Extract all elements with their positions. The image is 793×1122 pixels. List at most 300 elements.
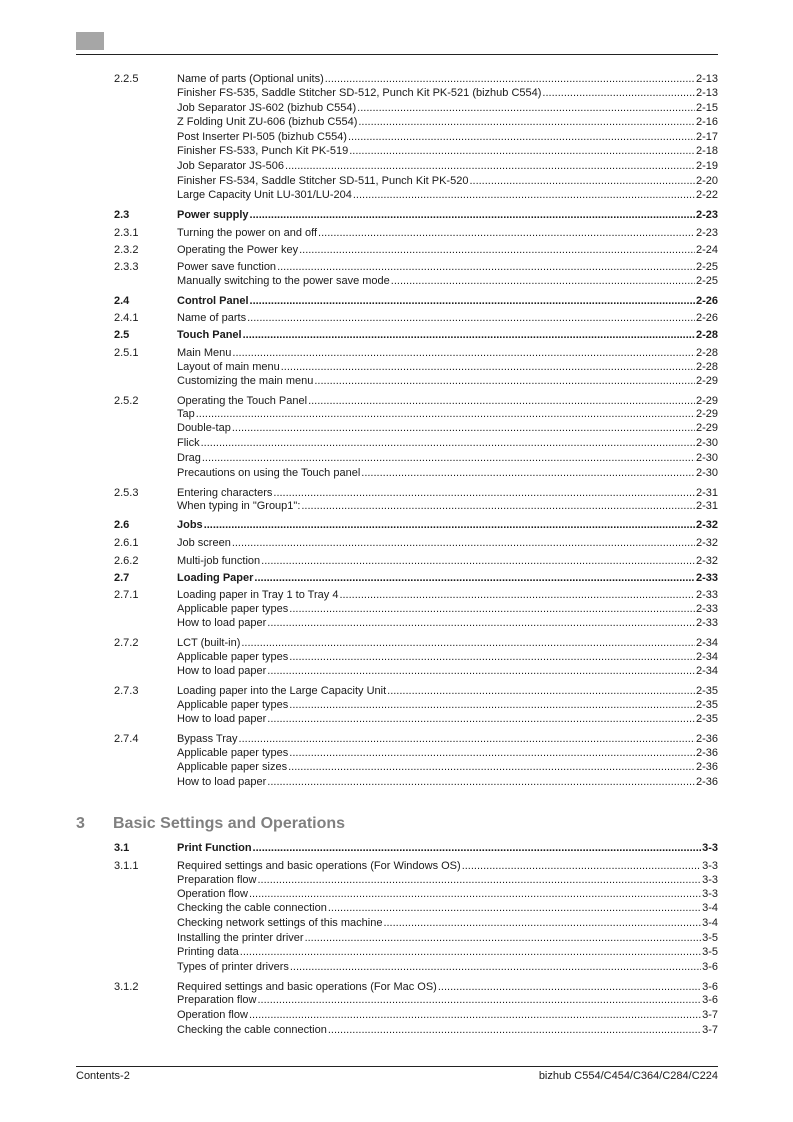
toc-entry-line xyxy=(177,394,718,408)
toc-entry-page: 2-29 xyxy=(695,422,718,434)
toc-entry-line xyxy=(177,931,718,945)
toc-dot-leader xyxy=(289,746,695,760)
toc-entry[interactable] xyxy=(0,101,793,115)
toc-dot-leader xyxy=(232,421,695,435)
toc-entry[interactable] xyxy=(0,760,793,774)
toc-entry-line xyxy=(177,274,718,288)
toc-entry-line xyxy=(177,698,718,712)
toc-entry-line xyxy=(177,916,718,930)
toc-entry-number: 2.7 xyxy=(114,572,130,584)
toc-entry-page: 2-36 xyxy=(695,747,718,759)
toc-entry[interactable] xyxy=(0,536,793,550)
toc-entry-line xyxy=(177,859,718,873)
toc-entry-title: Operation flow xyxy=(177,1009,248,1021)
toc-entry-line xyxy=(177,436,718,450)
toc-entry-line xyxy=(177,554,718,568)
toc-entry-number: 2.5.1 xyxy=(114,347,139,359)
toc-entry[interactable] xyxy=(0,394,793,408)
toc-entry-page: 3-5 xyxy=(702,932,718,944)
toc-entry-line xyxy=(177,101,718,115)
toc-entry[interactable] xyxy=(0,602,793,616)
toc-dot-leader xyxy=(299,243,695,257)
toc-entry-page: 2-26 xyxy=(695,312,718,324)
toc-entry-page: 2-32 xyxy=(695,537,718,549)
toc-entry-line xyxy=(177,760,718,774)
toc-entry-page: 2-28 xyxy=(695,361,718,373)
toc-entry[interactable] xyxy=(0,518,793,532)
toc-entry-line xyxy=(177,159,718,173)
toc-entry-page: 2-33 xyxy=(695,617,718,629)
toc-entry-page: 3-3 xyxy=(702,860,718,872)
toc-entry-title: Print Function xyxy=(177,842,252,854)
toc-entry-title: Control Panel xyxy=(177,295,249,307)
toc-entry-title: Operating the Power key xyxy=(177,244,299,256)
toc-entry-line xyxy=(177,328,718,342)
toc-entry-page: 2-25 xyxy=(695,261,718,273)
toc-entry-title: Name of parts xyxy=(177,312,247,324)
toc-entry-number: 2.5 xyxy=(114,329,130,341)
toc-entry[interactable] xyxy=(0,1008,793,1022)
toc-entry-line xyxy=(177,1008,718,1022)
toc-dot-leader xyxy=(290,960,701,974)
toc-entry-page: 3-4 xyxy=(702,917,718,929)
toc-entry-line xyxy=(177,602,718,616)
toc-entry-title: Checking network settings of this machine xyxy=(177,917,383,929)
toc-entry[interactable] xyxy=(0,746,793,760)
toc-dot-leader xyxy=(462,859,701,873)
toc-entry-number: 2.2.5 xyxy=(114,73,139,85)
toc-entry-title: How to load paper xyxy=(177,776,267,788)
toc-entry-title: Applicable paper types xyxy=(177,651,289,663)
toc-entry-page: 2-29 xyxy=(695,408,718,420)
toc-entry-title: Operation flow xyxy=(177,888,248,900)
toc-entry[interactable] xyxy=(0,554,793,568)
toc-entry[interactable] xyxy=(0,144,793,158)
toc-dot-leader xyxy=(261,554,695,568)
toc-entry-title: Applicable paper sizes xyxy=(177,761,288,773)
toc-entry-page: 2-22 xyxy=(695,189,718,201)
toc-dot-leader xyxy=(258,873,702,887)
toc-entry-page: 2-26 xyxy=(695,295,718,307)
toc-entry-line xyxy=(177,616,718,630)
toc-dot-leader xyxy=(328,901,701,915)
toc-entry-title: Loading paper in Tray 1 to Tray 4 xyxy=(177,589,339,601)
toc-dot-leader xyxy=(196,407,695,421)
toc-entry[interactable] xyxy=(0,859,793,873)
toc-dot-leader xyxy=(249,1008,701,1022)
toc-entry-title: Layout of main menu xyxy=(177,361,280,373)
footer-rule xyxy=(76,1066,718,1067)
toc-dot-leader xyxy=(254,571,695,585)
toc-entry[interactable] xyxy=(0,208,793,222)
toc-entry[interactable] xyxy=(0,945,793,959)
toc-dot-leader xyxy=(281,360,695,374)
toc-entry-page: 2-15 xyxy=(695,102,718,114)
toc-entry-page: 2-33 xyxy=(695,603,718,615)
toc-entry[interactable] xyxy=(0,115,793,129)
toc-entry-page: 2-30 xyxy=(695,452,718,464)
toc-entry[interactable] xyxy=(0,684,793,698)
toc-entry[interactable] xyxy=(0,451,793,465)
toc-entry-number: 3.1.1 xyxy=(114,860,139,872)
header-rule xyxy=(76,54,718,55)
toc-entry-line xyxy=(177,571,718,585)
toc-dot-leader xyxy=(318,226,695,240)
toc-entry[interactable] xyxy=(0,993,793,1007)
toc-dot-leader xyxy=(241,636,695,650)
toc-entry-title: When typing in "Group1": xyxy=(177,500,301,512)
toc-entry-page: 2-19 xyxy=(695,160,718,172)
toc-entry-number: 3.1.2 xyxy=(114,981,139,993)
toc-entry-line xyxy=(177,664,718,678)
toc-entry-title: Job Separator JS-602 (bizhub C554) xyxy=(177,102,357,114)
toc-entry-title: Operating the Touch Panel xyxy=(177,395,308,407)
toc-entry-page: 3-3 xyxy=(702,842,718,854)
toc-entry-title: Multi-job function xyxy=(177,555,261,567)
toc-entry[interactable] xyxy=(0,328,793,342)
toc-entry[interactable] xyxy=(0,901,793,915)
toc-entry-page: 2-35 xyxy=(695,713,718,725)
toc-entry-line xyxy=(177,360,718,374)
toc-entry-page: 2-33 xyxy=(695,589,718,601)
toc-dot-leader xyxy=(289,650,695,664)
toc-entry-line xyxy=(177,650,718,664)
toc-entry-title: LCT (built-in) xyxy=(177,637,241,649)
toc-dot-leader xyxy=(325,72,695,86)
toc-dot-leader xyxy=(301,499,695,513)
toc-entry[interactable] xyxy=(0,130,793,144)
toc-entry-title: Power save function xyxy=(177,261,277,273)
toc-entry-line xyxy=(177,636,718,650)
toc-dot-leader xyxy=(383,916,701,930)
toc-entry-title: Flick xyxy=(177,437,200,449)
toc-entry-page: 2-18 xyxy=(695,145,718,157)
toc-entry-page: 2-34 xyxy=(695,665,718,677)
toc-dot-leader xyxy=(267,712,695,726)
toc-entry-title: Post Inserter PI-505 (bizhub C554) xyxy=(177,131,347,143)
toc-entry-title: Jobs xyxy=(177,519,203,531)
toc-entry-title: How to load paper xyxy=(177,713,267,725)
toc-entry-page: 3-3 xyxy=(702,888,718,900)
toc-entry-page: 2-32 xyxy=(695,519,718,531)
toc-entry-title: Bypass Tray xyxy=(177,733,238,745)
toc-entry-page: 2-35 xyxy=(695,699,718,711)
toc-entry-line xyxy=(177,945,718,959)
toc-dot-leader xyxy=(285,159,695,173)
toc-entry-page: 2-31 xyxy=(695,500,718,512)
toc-entry-title: Checking the cable connection xyxy=(177,902,327,914)
toc-entry-line xyxy=(177,486,718,500)
toc-entry-line xyxy=(177,144,718,158)
toc-entry-line xyxy=(177,346,718,360)
toc-entry[interactable] xyxy=(0,174,793,188)
toc-dot-leader xyxy=(202,451,695,465)
toc-entry[interactable] xyxy=(0,636,793,650)
header-tab-marker xyxy=(76,32,104,50)
toc-entry-page: 2-31 xyxy=(695,487,718,499)
toc-entry[interactable] xyxy=(0,841,793,855)
toc-entry[interactable] xyxy=(0,188,793,202)
toc-entry[interactable] xyxy=(0,436,793,450)
toc-dot-leader xyxy=(391,274,695,288)
toc-entry-line xyxy=(177,374,718,388)
toc-entry-title: Power supply xyxy=(177,209,249,221)
toc-entry[interactable] xyxy=(0,294,793,308)
toc-dot-leader xyxy=(267,775,695,789)
toc-entry-title: Preparation flow xyxy=(177,994,257,1006)
toc-entry[interactable] xyxy=(0,360,793,374)
toc-entry-title: Precautions on using the Touch panel xyxy=(177,467,361,479)
toc-entry[interactable] xyxy=(0,775,793,789)
toc-entry-title: Job Separator JS-506 xyxy=(177,160,285,172)
toc-entry-page: 2-20 xyxy=(695,175,718,187)
toc-dot-leader xyxy=(288,760,695,774)
toc-entry-page: 2-32 xyxy=(695,555,718,567)
toc-entry[interactable] xyxy=(0,421,793,435)
toc-entry[interactable] xyxy=(0,407,793,421)
toc-entry[interactable] xyxy=(0,274,793,288)
footer-page-label: Contents-2 xyxy=(76,1070,130,1082)
toc-entry-title: Required settings and basic operations (For Windows OS) xyxy=(177,860,461,872)
toc-entry[interactable] xyxy=(0,260,793,274)
toc-entry[interactable] xyxy=(0,650,793,664)
toc-entry[interactable] xyxy=(0,226,793,240)
toc-dot-leader xyxy=(249,887,701,901)
toc-dot-leader xyxy=(289,602,695,616)
toc-dot-leader xyxy=(438,980,701,994)
toc-entry[interactable] xyxy=(0,712,793,726)
toc-entry[interactable] xyxy=(0,732,793,746)
toc-entry-line xyxy=(177,588,718,602)
toc-entry-title: Finisher FS-534, Saddle Stitcher SD-511, Punch Kit PK-520 xyxy=(177,175,469,187)
toc-entry[interactable] xyxy=(0,960,793,974)
toc-entry-title: Customizing the main menu xyxy=(177,375,314,387)
toc-entry-page: 3-3 xyxy=(702,874,718,886)
toc-entry-line xyxy=(177,518,718,532)
toc-entry-page: 2-30 xyxy=(695,437,718,449)
toc-entry-title: Preparation flow xyxy=(177,874,257,886)
toc-dot-leader xyxy=(250,208,695,222)
toc-entry-page: 2-36 xyxy=(695,733,718,745)
toc-entry-page: 2-34 xyxy=(695,637,718,649)
toc-entry-line xyxy=(177,294,718,308)
toc-entry-title: Loading paper into the Large Capacity Unit xyxy=(177,685,387,697)
toc-entry-page: 3-6 xyxy=(702,961,718,973)
toc-entry-line xyxy=(177,130,718,144)
toc-dot-leader xyxy=(240,945,701,959)
toc-entry-line xyxy=(177,746,718,760)
chapter-title: Basic Settings and Operations xyxy=(113,815,346,832)
toc-entry-line xyxy=(177,775,718,789)
toc-entry-line xyxy=(177,536,718,550)
toc-dot-leader xyxy=(273,486,695,500)
toc-dot-leader xyxy=(232,536,695,550)
toc-dot-leader xyxy=(277,260,695,274)
toc-entry-line xyxy=(177,72,718,86)
toc-entry-line xyxy=(177,226,718,240)
toc-dot-leader xyxy=(258,993,702,1007)
toc-entry-title: Installing the printer driver xyxy=(177,932,304,944)
toc-dot-leader xyxy=(308,394,695,408)
toc-entry[interactable] xyxy=(0,159,793,173)
toc-entry-title: Checking the cable connection xyxy=(177,1024,327,1036)
toc-dot-leader xyxy=(469,174,695,188)
toc-entry[interactable] xyxy=(0,346,793,360)
toc-dot-leader xyxy=(542,86,695,100)
toc-entry-title: Applicable paper types xyxy=(177,699,289,711)
toc-entry-page: 2-29 xyxy=(695,395,718,407)
toc-entry-number: 2.5.3 xyxy=(114,487,139,499)
toc-dot-leader xyxy=(201,436,695,450)
toc-entry-page: 3-6 xyxy=(702,994,718,1006)
toc-entry-line xyxy=(177,684,718,698)
toc-entry[interactable] xyxy=(0,374,793,388)
toc-entry-page: 3-4 xyxy=(702,902,718,914)
toc-entry-line xyxy=(177,887,718,901)
toc-entry-title: Tap xyxy=(177,408,195,420)
toc-entry-line xyxy=(177,466,718,480)
toc-entry-number: 2.3.3 xyxy=(114,261,139,273)
toc-entry-page: 2-16 xyxy=(695,116,718,128)
toc-entry-page: 2-29 xyxy=(695,375,718,387)
toc-entry-title: Finisher FS-533, Punch Kit PK-519 xyxy=(177,145,349,157)
toc-dot-leader xyxy=(239,732,695,746)
toc-dot-leader xyxy=(353,188,695,202)
toc-entry-page: 3-5 xyxy=(702,946,718,958)
toc-entry-line xyxy=(177,208,718,222)
toc-entry[interactable] xyxy=(0,486,793,500)
footer-model-label: bizhub C554/C454/C364/C284/C224 xyxy=(538,1070,718,1082)
toc-entry-line xyxy=(177,311,718,325)
toc-entry-page: 2-25 xyxy=(695,275,718,287)
toc-dot-leader xyxy=(387,684,695,698)
toc-entry[interactable] xyxy=(0,499,793,513)
toc-dot-leader xyxy=(328,1023,701,1037)
toc-entry[interactable] xyxy=(0,86,793,100)
toc-entry[interactable] xyxy=(0,571,793,585)
toc-entry-number: 3.1 xyxy=(114,842,130,854)
toc-entry-number: 2.3.2 xyxy=(114,244,139,256)
toc-entry-page: 3-7 xyxy=(702,1009,718,1021)
toc-entry-title: How to load paper xyxy=(177,617,267,629)
toc-entry-line xyxy=(177,174,718,188)
toc-entry-page: 2-13 xyxy=(695,87,718,99)
toc-entry[interactable] xyxy=(0,980,793,994)
toc-entry[interactable] xyxy=(0,698,793,712)
toc-entry-line xyxy=(177,732,718,746)
toc-entry[interactable] xyxy=(0,72,793,86)
toc-entry-page: 2-28 xyxy=(695,347,718,359)
toc-entry[interactable] xyxy=(0,664,793,678)
toc-entry-line xyxy=(177,451,718,465)
toc-dot-leader xyxy=(267,616,695,630)
toc-entry-title: Finisher FS-535, Saddle Stitcher SD-512, Punch Kit PK-521 (bizhub C554) xyxy=(177,87,542,99)
toc-entry-number: 2.6.1 xyxy=(114,537,139,549)
toc-entry-page: 2-28 xyxy=(695,329,718,341)
toc-entry[interactable] xyxy=(0,931,793,945)
toc-dot-leader xyxy=(314,374,695,388)
toc-entry-title: Double-tap xyxy=(177,422,231,434)
toc-entry[interactable] xyxy=(0,616,793,630)
toc-entry-line xyxy=(177,499,718,513)
toc-entry-line xyxy=(177,421,718,435)
toc-entry-number: 2.6 xyxy=(114,519,130,531)
toc-entry-title: Types of printer drivers xyxy=(177,961,289,973)
toc-entry-title: Drag xyxy=(177,452,201,464)
toc-entry[interactable] xyxy=(0,1023,793,1037)
toc-entry-page: 2-35 xyxy=(695,685,718,697)
toc-entry-title: Name of parts (Optional units) xyxy=(177,73,324,85)
toc-entry[interactable] xyxy=(0,916,793,930)
toc-entry-page: 2-36 xyxy=(695,761,718,773)
toc-entry-line xyxy=(177,260,718,274)
toc-entry-number: 2.7.2 xyxy=(114,637,139,649)
toc-entry-page: 2-33 xyxy=(695,572,718,584)
toc-entry-page: 3-7 xyxy=(702,1024,718,1036)
toc-dot-leader xyxy=(305,931,702,945)
toc-entry[interactable] xyxy=(0,466,793,480)
toc-entry-page: 3-6 xyxy=(702,981,718,993)
toc-entry-line xyxy=(177,86,718,100)
toc-entry-number: 2.6.2 xyxy=(114,555,139,567)
toc-dot-leader xyxy=(204,518,695,532)
toc-entry-title: Job screen xyxy=(177,537,231,549)
toc-entry[interactable] xyxy=(0,873,793,887)
toc-entry-page: 2-34 xyxy=(695,651,718,663)
toc-entry-title: Applicable paper types xyxy=(177,747,289,759)
toc-entry-line xyxy=(177,243,718,257)
toc-entry[interactable] xyxy=(0,311,793,325)
toc-dot-leader xyxy=(250,294,695,308)
toc-dot-leader xyxy=(349,144,695,158)
toc-dot-leader xyxy=(339,588,695,602)
toc-entry-page: 2-24 xyxy=(695,244,718,256)
toc-dot-leader xyxy=(253,841,702,855)
toc-dot-leader xyxy=(243,328,695,342)
toc-entry-line xyxy=(177,712,718,726)
toc-entry-title: How to load paper xyxy=(177,665,267,677)
toc-entry[interactable] xyxy=(0,588,793,602)
toc-entry-title: Printing data xyxy=(177,946,239,958)
toc-entry-title: Main Menu xyxy=(177,347,232,359)
toc-entry-page: 2-23 xyxy=(695,227,718,239)
toc-entry-title: Large Capacity Unit LU-301/LU-204 xyxy=(177,189,352,201)
chapter-heading xyxy=(0,815,793,837)
toc-entry-number: 2.4 xyxy=(114,295,130,307)
toc-entry-line xyxy=(177,115,718,129)
toc-entry-title: Loading Paper xyxy=(177,572,254,584)
toc-entry-number: 2.7.4 xyxy=(114,733,139,745)
toc-entry-title: Required settings and basic operations (For Mac OS) xyxy=(177,981,437,993)
toc-entry-line xyxy=(177,993,718,1007)
toc-dot-leader xyxy=(232,346,695,360)
toc-entry-title: Touch Panel xyxy=(177,329,242,341)
toc-entry-line xyxy=(177,188,718,202)
toc-entry[interactable] xyxy=(0,887,793,901)
toc-dot-leader xyxy=(247,311,695,325)
toc-entry-number: 2.3 xyxy=(114,209,130,221)
toc-entry-page: 2-17 xyxy=(695,131,718,143)
toc-entry-title: Entering characters xyxy=(177,487,273,499)
toc-entry-number: 2.5.2 xyxy=(114,395,139,407)
toc-entry[interactable] xyxy=(0,243,793,257)
toc-dot-leader xyxy=(361,466,695,480)
toc-entry-title: Turning the power on and off xyxy=(177,227,318,239)
toc-dot-leader xyxy=(357,101,695,115)
toc-entry-line xyxy=(177,960,718,974)
toc-dot-leader xyxy=(348,130,695,144)
toc-dot-leader xyxy=(289,698,695,712)
